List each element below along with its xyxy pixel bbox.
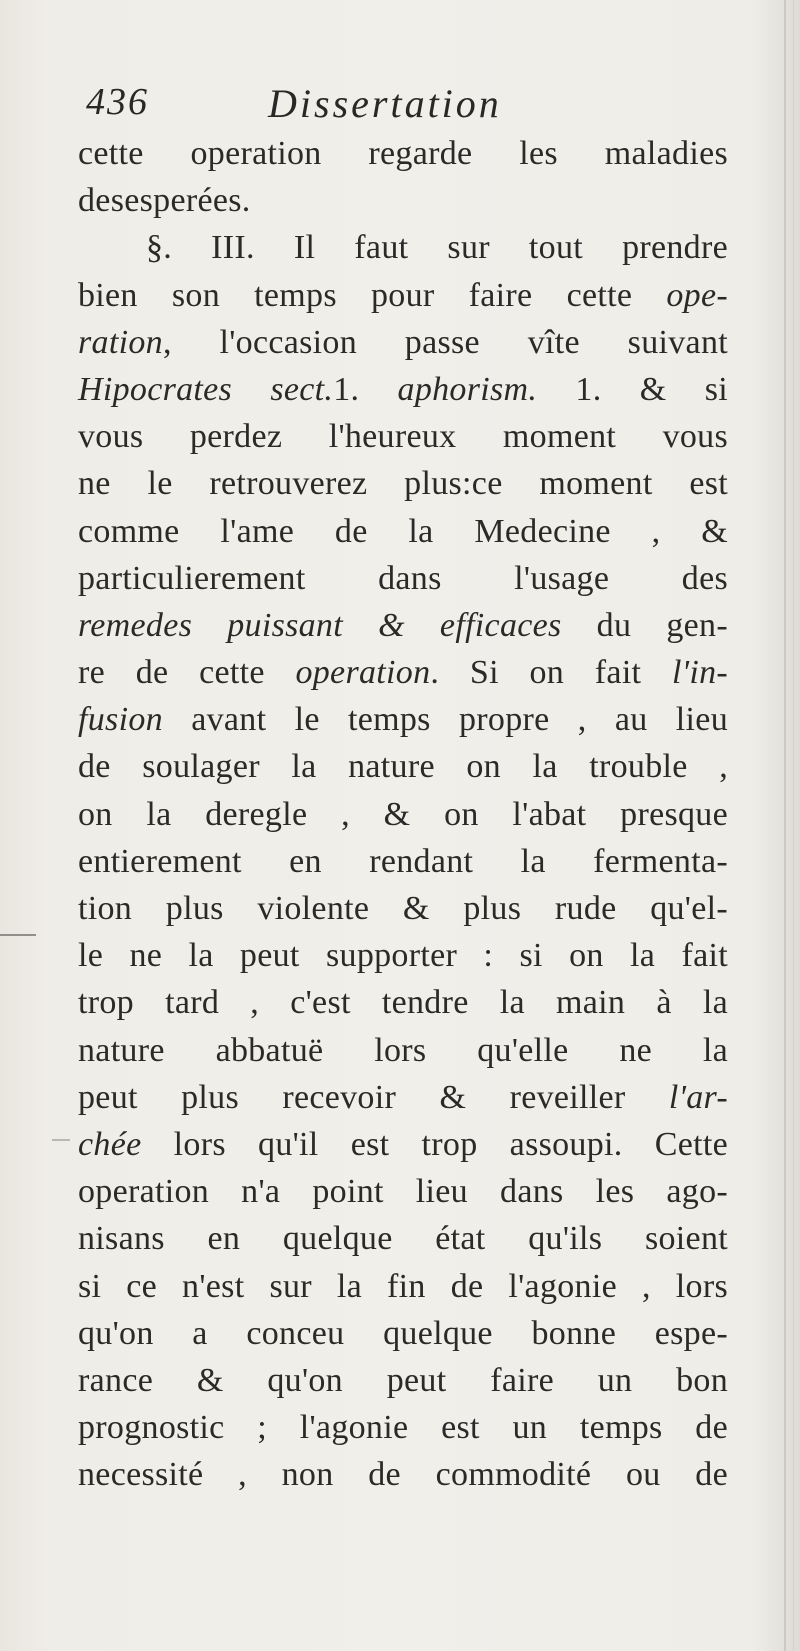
text-line <box>78 224 728 271</box>
text-segment: §. III. Il faut sur tout prendre <box>146 229 728 267</box>
margin-mark <box>0 934 36 936</box>
text-line <box>78 1357 728 1404</box>
text-line <box>78 1121 728 1168</box>
text-segment: . Si on fait <box>430 654 672 692</box>
text-line <box>78 649 728 696</box>
text-segment: qu'on a conceu quelque bonne espe- <box>78 1314 728 1352</box>
text-line <box>78 1215 728 1262</box>
page-edge-shadow-outer <box>793 0 794 1651</box>
text-segment: avant le temps propre , au lieu <box>162 701 728 739</box>
text-line <box>78 1074 728 1121</box>
italic-segment: operation <box>295 654 431 692</box>
italic-segment: ration <box>78 323 163 361</box>
text-segment: 1. & si <box>537 370 728 408</box>
italic-segment: chée <box>78 1125 142 1163</box>
text-segment: vous perdez l'heureux moment vous <box>78 418 728 456</box>
text-line <box>78 1451 728 1498</box>
text-segment: 1. <box>333 370 398 408</box>
text-segment: bien son temps pour faire cette <box>78 276 667 314</box>
text-segment: re de cette <box>78 654 296 692</box>
text-line <box>78 602 728 649</box>
text-line <box>78 1310 728 1357</box>
text-line <box>78 1404 728 1451</box>
text-segment: nisans en quelque état qu'ils soient <box>78 1220 728 1258</box>
text-segment: operation n'a point lieu dans les ago- <box>78 1173 728 1211</box>
text-segment: du gen- <box>561 606 728 644</box>
text-line <box>78 1263 728 1310</box>
text-line <box>78 130 728 177</box>
text-segment: trop tard , c'est tendre la main à la <box>78 984 728 1022</box>
text-line <box>78 743 728 790</box>
italic-segment: l'in- <box>672 654 728 692</box>
text-line <box>78 366 728 413</box>
text-segment: particulierement dans l'usage des <box>78 559 728 597</box>
italic-segment: aphorism. <box>397 370 538 408</box>
text-line <box>78 696 728 743</box>
page-number: 436 <box>86 81 149 123</box>
text-line <box>78 508 728 555</box>
text-line <box>78 319 728 366</box>
text-segment: si ce n'est sur la fin de l'agonie , lors <box>78 1267 728 1305</box>
page-edge-shadow <box>784 0 786 1651</box>
italic-segment: l'ar- <box>668 1078 728 1116</box>
text-line <box>78 979 728 1026</box>
text-line <box>78 272 728 319</box>
text-segment: necessité , non de commodité ou de <box>78 1456 728 1494</box>
margin-mark-faint <box>52 1139 70 1141</box>
text-line <box>78 555 728 602</box>
text-line <box>78 932 728 979</box>
text-segment: tion plus violente & plus rude qu'el- <box>78 890 728 927</box>
text-segment: desesperées. <box>78 182 251 220</box>
italic-segment: remedes puissant & efficaces <box>78 606 562 644</box>
text-segment: ne le retrouverez plus:ce moment est <box>78 465 728 503</box>
text-segment: entierement en rendant la fermenta- <box>78 842 728 880</box>
text-line <box>78 1168 728 1215</box>
text-line <box>78 791 728 838</box>
italic-segment: fusion <box>78 701 163 739</box>
body-text <box>78 130 728 1498</box>
text-line <box>78 413 728 460</box>
text-line <box>78 838 728 885</box>
text-segment: on la deregle , & on l'abat presque <box>78 795 728 833</box>
text-segment: rance & qu'on peut faire un bon <box>78 1361 728 1399</box>
italic-segment: Hipocrates sect. <box>78 370 334 408</box>
text-line <box>78 885 728 932</box>
text-line <box>78 460 728 507</box>
text-segment: cette operation regarde les maladies <box>78 135 728 172</box>
text-segment: comme l'ame de la Medecine , & <box>78 512 728 550</box>
text-segment: nature abbatuë lors qu'elle ne la <box>78 1031 728 1069</box>
text-line <box>78 1027 728 1074</box>
text-segment: le ne la peut supporter : si on la fait <box>78 937 728 975</box>
italic-segment: ope- <box>666 276 728 314</box>
text-segment: , l'occasion passe vîte suivant <box>162 323 728 361</box>
text-line <box>78 177 728 224</box>
text-segment: lors qu'il est trop assoupi. Cette <box>141 1125 728 1163</box>
running-title: Dissertation <box>268 81 502 126</box>
text-segment: prognostic ; l'agonie est un temps de <box>78 1409 728 1447</box>
text-segment: de soulager la nature on la trouble , <box>78 748 728 786</box>
text-segment: peut plus recevoir & reveiller <box>78 1078 669 1116</box>
